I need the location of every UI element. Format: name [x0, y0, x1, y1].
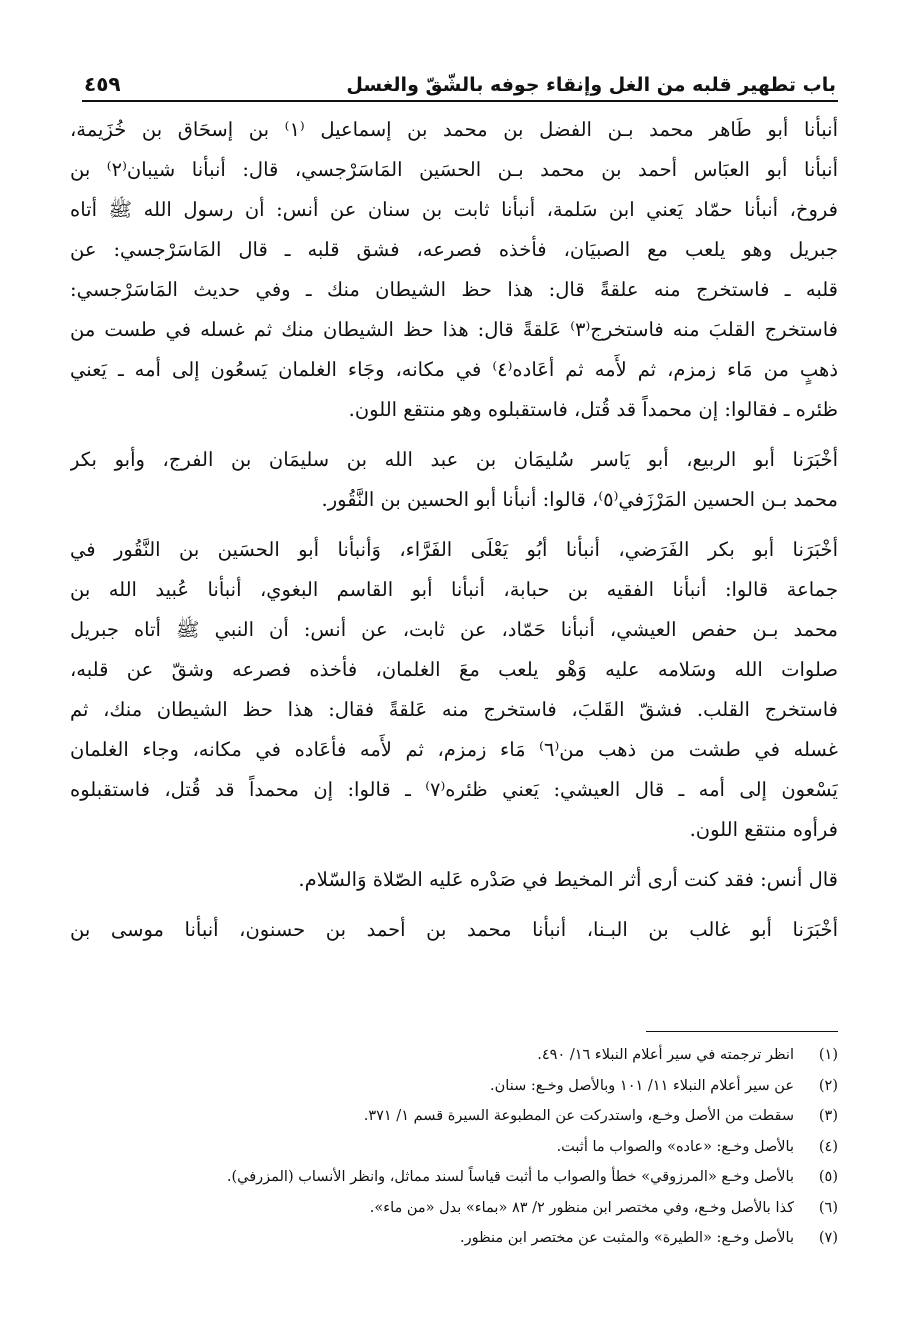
text-line: قلبه ـ فاستخرج منه علقةً قال: هذا حظ الشيطان منك ـ وفي حديث المَاسَرْجسي: — [70, 278, 838, 301]
footnote-number: (٣) — [818, 1108, 838, 1124]
footnote-text: بالأصل وخـع «المرزوقي» خطأ والصواب ما أثبت قياساً لسند مماثل، وانظر الأنساب (المزرفي). — [226, 1169, 794, 1185]
text-line: فرأوه منتقع اللون. — [689, 818, 838, 841]
text-line: قال أنس: فقد كنت أرى أثر المخيط في صَدْره عَليه الصّلاة وَالسّلام. — [298, 868, 838, 891]
footnote-6 — [130, 1193, 838, 1224]
footnote-number: (٧) — [818, 1230, 838, 1246]
main-text — [70, 110, 838, 960]
text-line: يَسْعون إلى أمه ـ قال العيشي: يَعني ظئره⁽٧⁾ ـ قالوا: إن محمداً قد قُتل، فاستقبلوه — [70, 778, 838, 801]
text-line: أخْبَرَنا أبو غالب بن البـنا، أنبأنا محمد بن أحمد بن حسنون، أنبأنا موسى بن — [70, 918, 838, 941]
footnote-5 — [130, 1162, 838, 1193]
footnote-text: كذا بالأصل وخـع، وفي مختصر ابن منظور ٢/ ٨٣ «بماء» بدل «من ماء». — [369, 1199, 794, 1216]
paragraph-2 — [70, 440, 838, 520]
header-rule — [82, 100, 838, 102]
text-line: أنبأنا أبو طَاهر محمد بـن الفضل بن محمد بن إسماعيل ⁽١⁾ بن إسحَاق بن خُزَيمة، — [70, 118, 838, 141]
footnote-number: (٤) — [818, 1138, 838, 1155]
text-line: غسله في طشت من ذهب من⁽٦⁾ مَاء زمزم، ثم لأَمه فأعَاده في مكانه، وجاء الغلمان — [70, 738, 838, 761]
footnote-number: (٢) — [818, 1077, 838, 1094]
footnote-text: عن سير أعلام النبلاء ١١/ ١٠١ وبالأصل وخـع: سنان. — [490, 1077, 794, 1094]
footnotes — [130, 1040, 838, 1254]
footnote-text: بالأصل وخـع: «الطيرة» والمثبت عن مختصر ابن منظور. — [460, 1230, 794, 1246]
text-line: جبريل وهو يلعب مع الصبيَان، فأخذه فصرعه، فشق قلبه ـ قال المَاسَرْجسي: عن — [70, 238, 838, 261]
text-line: فاستخرج القلب. فشقّ القَلبَ، فاستخرج منه عَلقةً فقال: هذا حظ الشيطان منك، ثم — [70, 698, 838, 721]
text-line: أنبأنا أبو العبَاس أحمد بن محمد بـن الحسَين المَاسَرْجسي، قال: أنبأنا شيبان⁽٢⁾ بن — [70, 158, 838, 181]
chapter-title: باب تطهير قلبه من الغل وإنقاء جوفه بالشّقّ والغسل — [346, 74, 836, 96]
text-line: أخْبَرَنا أبو الربيع، أبو يَاسر سُليمَان بن عبد الله بن سليمَان بن الفرج، وأبو بكر — [70, 448, 838, 471]
text-line: فاستخرج القلبَ منه فاستخرج⁽٣⁾ عَلقةً قال: هذا حظ الشيطان منك ثم غسله في طست من — [70, 318, 838, 341]
footnote-number: (٥) — [818, 1169, 838, 1185]
paragraph-1 — [70, 110, 838, 430]
footnote-1 — [130, 1040, 838, 1071]
footnote-2 — [130, 1071, 838, 1102]
text-line: جماعة قالوا: أنبأنا الفقيه بن حبابة، أنبأنا أبو القاسم البغوي، أنبأنا عُبيد الله بن — [70, 578, 838, 601]
footnote-text: انظر ترجمته في سير أعلام النبلاء ١٦/ ٤٩٠. — [537, 1047, 794, 1063]
text-line: ظئره ـ فقالوا: إن محمداً قد قُتل، فاستقبلوه وهو منتقع اللون. — [348, 398, 838, 421]
footnote-number: (١) — [818, 1047, 838, 1063]
text-line: أخْبَرَنا أبو بكر الفَرَضي، أنبأنا أبُو يَعْلَى الفَرَّاء، وَأنبأنا أبو الحسَين بن النَّقُور في — [70, 538, 838, 561]
footnote-4 — [130, 1132, 838, 1163]
paragraph-3 — [70, 530, 838, 850]
footnote-7 — [130, 1223, 838, 1254]
footnote-text: سقطت من الأصل وخـع، واستدركت عن المطبوعة السيرة قسم ١/ ٣٧١. — [363, 1108, 794, 1124]
footnote-3 — [130, 1101, 838, 1132]
page-header — [84, 58, 836, 96]
footnote-number: (٦) — [818, 1199, 838, 1216]
text-line: صلوات الله وسَلامه عليه وَهْو يلعب معَ الغلمان، فأخذه فصرعه وشقّ عن قلبه، — [70, 658, 838, 681]
text-line: ذهبٍ من مَاء زمزم، ثم لأَمه ثم أعَاده⁽٤⁾ في مكانه، وجَاء الغلمان يَسعُون إلى أمه ـ يَعني — [70, 358, 838, 381]
footnote-separator — [646, 1031, 838, 1032]
paragraph-4 — [70, 860, 838, 900]
text-line: محمد بـن حفص العيشي، أنبأنا حَمّاد، عن ثابت، عن أنس: أن النبي ﷺ أتاه جبريل — [70, 618, 838, 641]
page-number: ٤٥٩ — [84, 72, 121, 96]
text-line: فروخ، أنبأنا حمّاد يَعني ابن سَلمة، أنبأنا ثابت بن سنان عن أنس: أن رسول الله ﷺ أتاه — [70, 198, 838, 221]
paragraph-5 — [70, 910, 838, 950]
text-line: محمد بـن الحسين المَرْزَفي⁽٥⁾، قالوا: أنبأنا أبو الحسين بن النَّقُور. — [321, 488, 838, 511]
footnote-text: بالأصل وخـع: «عاده» والصواب ما أثبت. — [556, 1138, 794, 1155]
